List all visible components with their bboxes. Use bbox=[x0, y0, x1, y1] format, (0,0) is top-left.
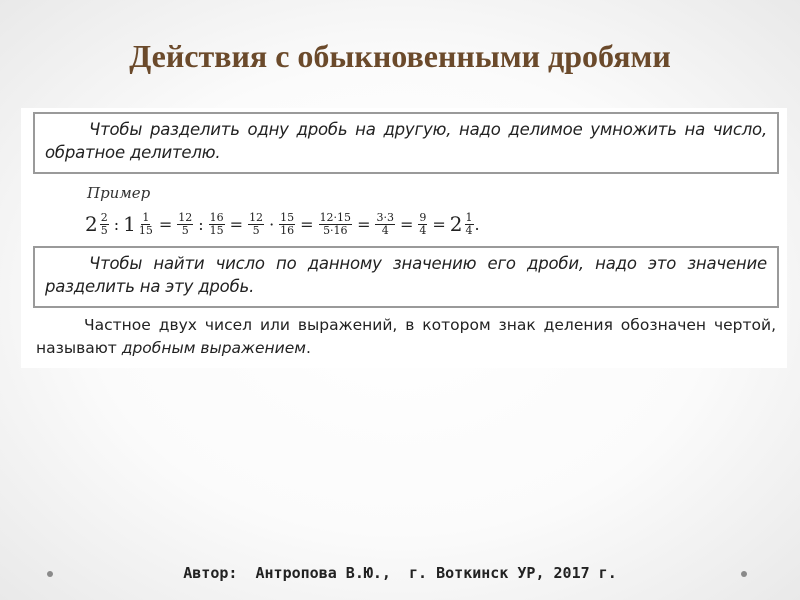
definition-text bbox=[36, 314, 776, 360]
fraction: $\frac{12\cdot 15}{5\cdot 16}$ bbox=[319, 210, 352, 237]
divide-sign: : bbox=[113, 214, 120, 234]
content-panel bbox=[21, 108, 787, 368]
equals-sign: = bbox=[158, 214, 173, 234]
equals-sign: = bbox=[432, 214, 446, 234]
footer-bullet-right bbox=[741, 571, 747, 577]
division-rule: Чтобы разделить одну дробь на другую, надо делимое умножить на число, обратное делителю. bbox=[33, 112, 779, 174]
definition-end: . bbox=[306, 339, 311, 357]
divide-sign: : bbox=[198, 214, 204, 234]
definition-term: дробным выражением bbox=[121, 339, 306, 357]
fraction: $\frac{1}{15}$ bbox=[138, 210, 153, 237]
mixed-whole: 2 bbox=[449, 212, 463, 236]
equals-sign: = bbox=[357, 214, 371, 234]
fraction: $\frac{3\cdot 3}{4}$ bbox=[376, 210, 394, 237]
fraction: $\frac{12}{5}$ bbox=[249, 210, 264, 237]
slide-title: Действия с обыкновенными дробями bbox=[129, 38, 671, 74]
fraction: $\frac{12}{5}$ bbox=[178, 210, 193, 237]
fraction: $\frac{1}{4}$ bbox=[465, 210, 473, 237]
example-equation bbox=[85, 204, 480, 244]
period: . bbox=[474, 214, 480, 234]
fraction: $\frac{15}{16}$ bbox=[280, 210, 295, 237]
fraction: $\frac{9}{4}$ bbox=[419, 210, 427, 237]
fraction: $\frac{2}{5}$ bbox=[100, 210, 108, 237]
find-number-rule: Чтобы найти число по данному значению его дроби, надо это значение разделить на эту дробь. bbox=[33, 246, 779, 308]
mixed-whole: 2 bbox=[85, 212, 98, 236]
example-label: Пример bbox=[87, 184, 151, 202]
multiply-sign: · bbox=[269, 214, 275, 234]
definition-body: Частное двух чисел или выражений, в котором знак деления обозначен чертой, называют bbox=[36, 316, 776, 357]
equals-sign: = bbox=[229, 214, 244, 234]
mixed-whole: 1 bbox=[123, 212, 136, 236]
fraction: $\frac{16}{15}$ bbox=[209, 210, 224, 237]
footer-author: Автор: Антропова В.Ю., г. Воткинск УР, 2017 г. bbox=[183, 564, 617, 582]
equals-sign: = bbox=[399, 214, 414, 234]
equals-sign: = bbox=[300, 214, 314, 234]
